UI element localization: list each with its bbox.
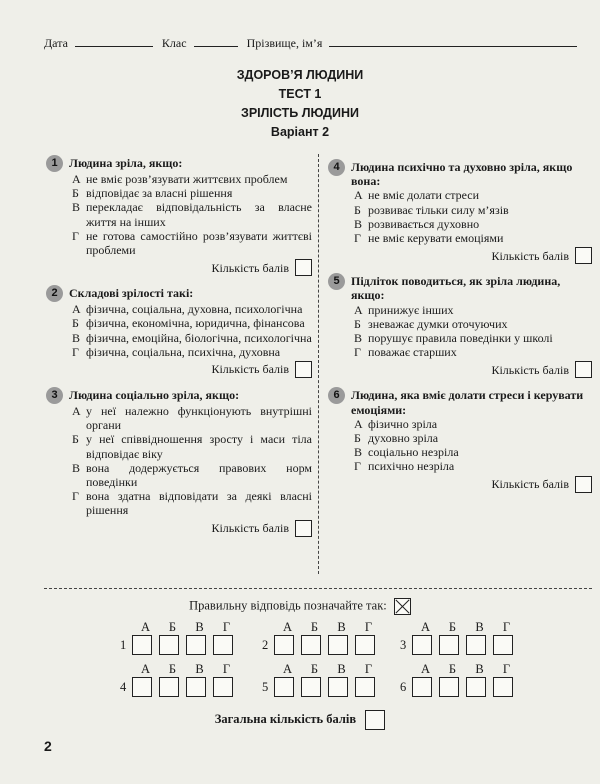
answer-grid-4: А Б В Г 4 bbox=[120, 662, 240, 697]
class-field[interactable] bbox=[194, 36, 238, 47]
answer-row-number: 2 bbox=[262, 637, 269, 652]
class-label: Клас bbox=[161, 36, 187, 50]
test-subtitle: ЗРІЛІСТЬ ЛЮДИНИ bbox=[241, 106, 359, 120]
option-b: Б фізична, економічна, юридична, фінансова bbox=[72, 316, 305, 331]
option-d: Г вона здатна відповідати за деякі власні рішення bbox=[72, 489, 312, 518]
answer-box-a[interactable] bbox=[274, 677, 294, 697]
answer-box-a[interactable] bbox=[132, 635, 152, 655]
answer-row-number: 4 bbox=[120, 679, 127, 694]
score-label: Кількість балів bbox=[491, 248, 569, 263]
score-box[interactable] bbox=[575, 247, 592, 264]
student-info-header bbox=[44, 36, 592, 51]
score-label: Кількість балів bbox=[211, 362, 289, 377]
option-c: В соціально незріла bbox=[354, 445, 459, 460]
option-d: Г поважає старших bbox=[354, 345, 457, 360]
score-label: Кількість балів bbox=[491, 477, 569, 492]
answer-grid-1: А Б В Г 1 bbox=[120, 620, 240, 655]
answer-box-b[interactable] bbox=[439, 635, 459, 655]
topic-title: ЗДОРОВ’Я ЛЮДИНИ bbox=[236, 68, 364, 82]
option-c: В перекладає відповідальність за власне життя на інших bbox=[72, 200, 312, 229]
answer-box-a[interactable] bbox=[132, 677, 152, 697]
answer-box-c[interactable] bbox=[186, 635, 206, 655]
answer-grid-3: А Б В Г 3 bbox=[400, 620, 520, 655]
answer-instruction bbox=[0, 598, 600, 615]
total-score-box[interactable] bbox=[365, 710, 385, 730]
page-number: 2 bbox=[44, 738, 52, 754]
answer-box-d[interactable] bbox=[213, 635, 233, 655]
total-score-label: Загальна кількість балів bbox=[214, 711, 357, 726]
question-number-badge: 4 bbox=[328, 159, 345, 176]
answer-box-b[interactable] bbox=[159, 677, 179, 697]
column-divider bbox=[318, 154, 319, 574]
answer-box-c[interactable] bbox=[328, 677, 348, 697]
question-4 bbox=[328, 160, 592, 264]
question-number-badge: 1 bbox=[46, 155, 63, 172]
option-b: Б відповідає за власні рішення bbox=[72, 186, 233, 201]
option-c: В вона додержується правових норм поведінки bbox=[72, 460, 312, 490]
question-number-badge: 3 bbox=[46, 387, 63, 404]
question-text: Підліток поводиться, як зріла людина, якщо: bbox=[351, 274, 561, 303]
answer-row-number: 3 bbox=[400, 637, 407, 652]
variant-label: Варіант 2 bbox=[270, 125, 330, 139]
score-box[interactable] bbox=[295, 520, 312, 537]
answer-box-d[interactable] bbox=[493, 635, 513, 655]
option-b: Б духовно зріла bbox=[354, 431, 439, 446]
score-label: Кількість балів bbox=[211, 521, 289, 536]
question-text: Людина соціально зріла, якщо: bbox=[69, 388, 240, 403]
option-a: А фізична, соціальна, духовна, психологічна bbox=[72, 302, 303, 317]
question-text: Складові зрілості такі: bbox=[69, 286, 194, 301]
answer-box-c[interactable] bbox=[328, 635, 348, 655]
score-box[interactable] bbox=[295, 361, 312, 378]
answer-row-number: 6 bbox=[400, 679, 407, 694]
answer-box-b[interactable] bbox=[159, 635, 179, 655]
score-label: Кількість балів bbox=[491, 362, 569, 377]
option-d: Г психічно незріла bbox=[354, 459, 455, 474]
answer-box-d[interactable] bbox=[493, 677, 513, 697]
question-text: Людина психічно та духовно зріла, якщо вона: bbox=[351, 160, 573, 189]
questions-left-column bbox=[46, 156, 312, 547]
option-a: А принижує інших bbox=[354, 302, 454, 317]
option-a: А фізично зріла bbox=[354, 416, 438, 431]
answer-row-number: 1 bbox=[120, 637, 127, 652]
score-box[interactable] bbox=[575, 476, 592, 493]
test-title: ТЕСТ 1 bbox=[278, 87, 322, 101]
answer-box-b[interactable] bbox=[439, 677, 459, 697]
answer-box-a[interactable] bbox=[412, 677, 432, 697]
title-block bbox=[0, 66, 600, 142]
answer-box-b[interactable] bbox=[301, 677, 321, 697]
option-c: В порушує правила поведінки у школі bbox=[354, 331, 553, 346]
question-number-badge: 5 bbox=[328, 273, 345, 290]
instruction-text: Правильну відповідь позначайте так: bbox=[189, 598, 387, 613]
option-c: В розвивається духовно bbox=[354, 216, 480, 231]
option-b: Б у неї співвідношення зросту і маси тіла відповідає віку bbox=[72, 432, 312, 461]
question-text: Людина, яка вміє долати стреси і керувати емоціями: bbox=[351, 388, 584, 417]
answer-box-c[interactable] bbox=[186, 677, 206, 697]
score-box[interactable] bbox=[575, 361, 592, 378]
answer-grid-6: А Б В Г 6 bbox=[400, 662, 520, 697]
score-box[interactable] bbox=[295, 259, 312, 276]
answer-box-d[interactable] bbox=[355, 677, 375, 697]
question-text: Людина зріла, якщо: bbox=[69, 156, 183, 170]
name-field[interactable] bbox=[329, 36, 577, 47]
date-field[interactable] bbox=[75, 36, 153, 47]
option-a: А у неї належно функціонують внутрішні органи bbox=[72, 404, 312, 433]
answer-box-b[interactable] bbox=[301, 635, 321, 655]
question-6 bbox=[328, 388, 592, 492]
total-score bbox=[0, 710, 600, 730]
question-number-badge: 2 bbox=[46, 285, 63, 302]
questions-right-column bbox=[328, 160, 592, 503]
option-c: В фізична, емоційна, біологічна, психологічна bbox=[72, 330, 312, 345]
question-1 bbox=[46, 156, 312, 276]
answer-box-a[interactable] bbox=[274, 635, 294, 655]
answer-box-c[interactable] bbox=[466, 677, 486, 697]
option-a: А не вміє долати стреси bbox=[354, 188, 479, 203]
option-a: А не вміє розв’язувати життєвих проблем bbox=[72, 172, 288, 186]
option-d: Г не вміє керувати емоціями bbox=[354, 231, 504, 246]
option-d: Г фізична, соціальна, психічна, духовна bbox=[72, 344, 281, 359]
answer-grid-2: А Б В Г 2 bbox=[262, 620, 382, 655]
option-b: Б розвиває тільки силу м’язів bbox=[354, 202, 509, 217]
answer-grid-5: А Б В Г 5 bbox=[262, 662, 382, 697]
answer-box-c[interactable] bbox=[466, 635, 486, 655]
answer-box-d[interactable] bbox=[355, 635, 375, 655]
question-3 bbox=[46, 388, 312, 537]
answer-box-a[interactable] bbox=[412, 635, 432, 655]
answer-row-number: 5 bbox=[262, 679, 269, 694]
question-5 bbox=[328, 274, 592, 378]
date-label: Дата bbox=[44, 36, 68, 50]
answer-box-d[interactable] bbox=[213, 677, 233, 697]
option-d: Г не готова самостійно розв’язувати життєві проблеми bbox=[72, 228, 312, 258]
name-label: Прізвище, ім’я bbox=[246, 36, 323, 50]
answer-sheet-divider bbox=[44, 588, 592, 589]
question-number-badge: 6 bbox=[328, 387, 345, 404]
question-2 bbox=[46, 286, 312, 378]
score-label: Кількість балів bbox=[211, 260, 289, 275]
x-mark-example-icon bbox=[394, 598, 411, 615]
option-b: Б зневажає думки оточуючих bbox=[354, 316, 508, 331]
